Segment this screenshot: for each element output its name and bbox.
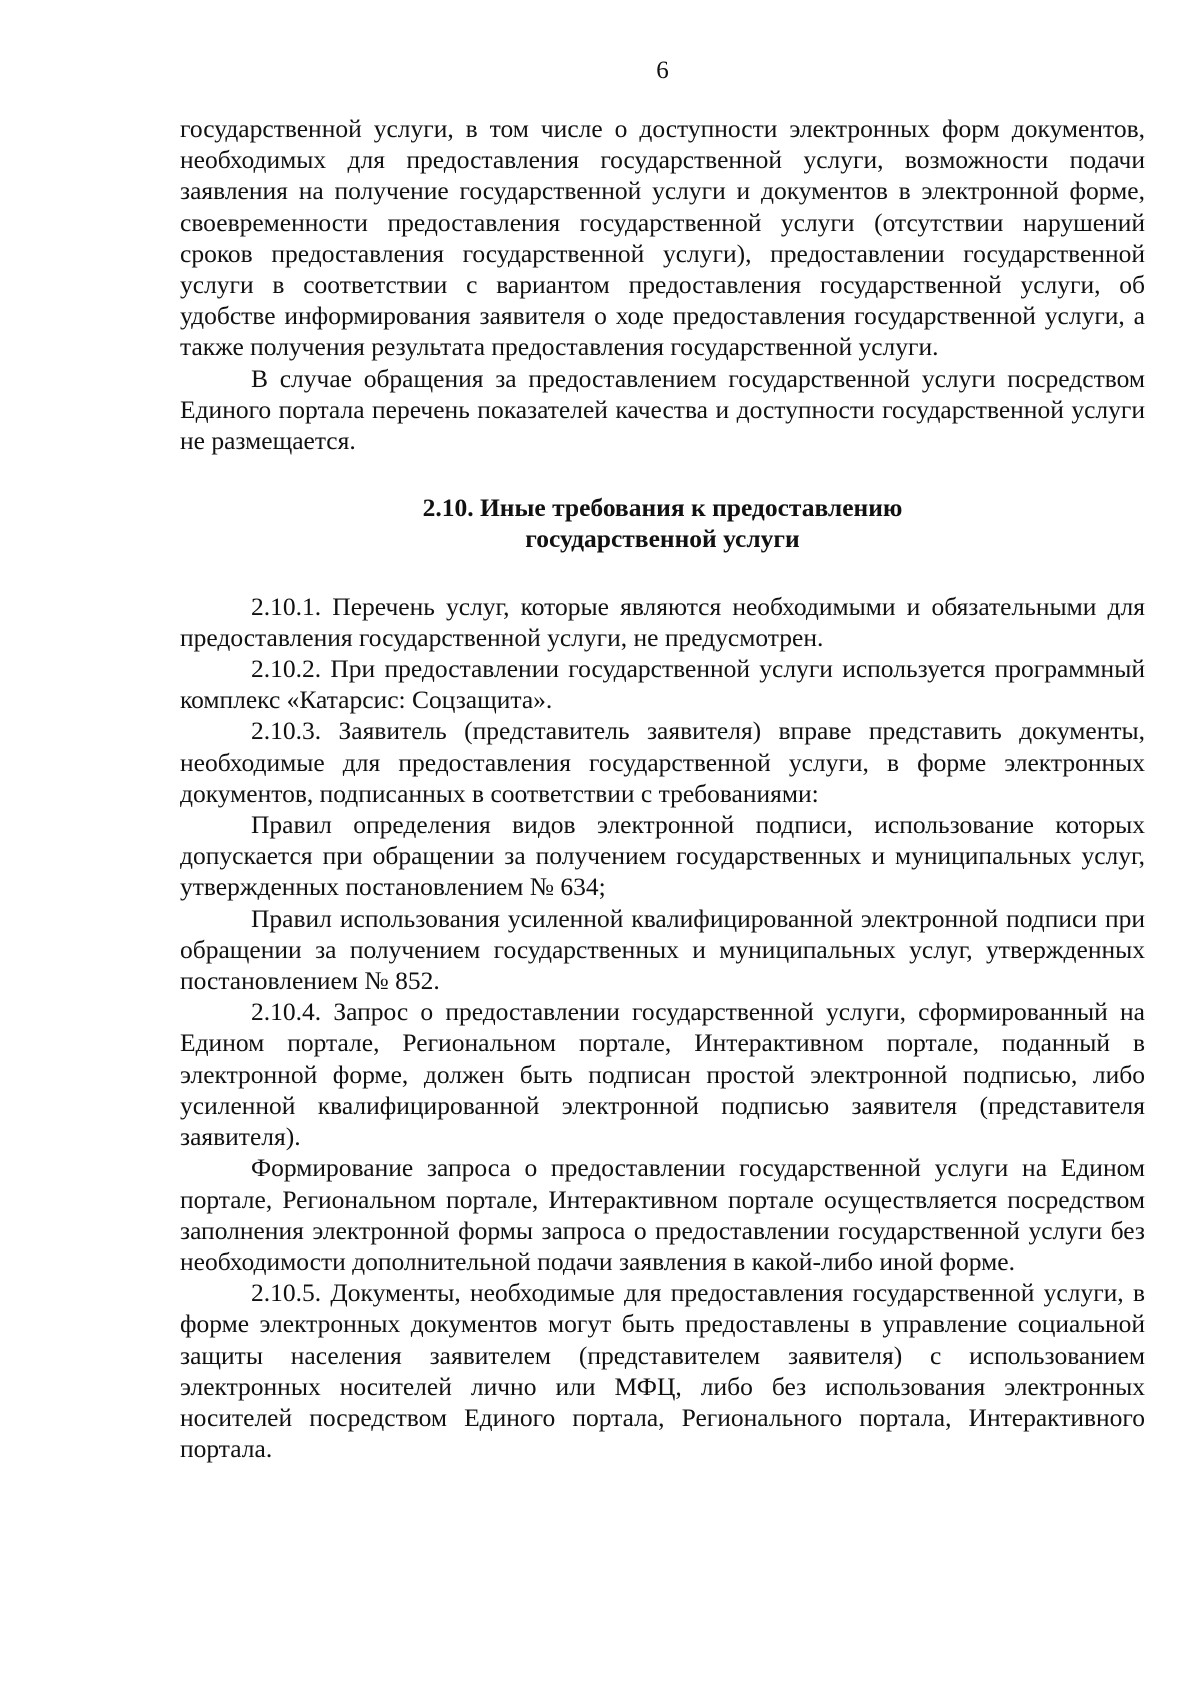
page-number: 6 <box>656 57 669 84</box>
paragraph-rules-852: Правил использования усиленной квалифицированной электронной подписи при обращении за получением государственных и муниципальных услуг, утвержденных постановлением № 852. <box>180 903 1145 996</box>
section-heading-line2: государственной услуги <box>525 524 800 554</box>
paragraph-quality-indicators: государственной услуги, в том числе о доступности электронных форм документов, необходимых для предоставления государственной услуги, возможности подачи заявления на получение государственной услуги и документов в электронной форме, своевременности предоставления государственной услуги (отсутствии нарушений сроков предоставления государственной услуги), предоставлении государственной услуги в соответствии с вариантом предоставления государственной услуги, об удобстве информирования заявителя о ходе предоставления государственной услуги, а также получения результата предоставления государственной услуги. <box>180 114 1145 362</box>
paragraph-rules-634: Правил определения видов электронной подписи, использование которых допускается при обращении за получением государственных и муниципальных услуг, утвержденных постановлением № 634; <box>180 810 1145 902</box>
document-body <box>180 113 1145 1464</box>
paragraph-2-10-3: 2.10.3. Заявитель (представитель заявителя) вправе представить документы, необходимые для предоставления государственной услуги, в форме электронных документов, подписанных в соответствии с требованиями: <box>180 716 1145 808</box>
paragraph-2-10-4: 2.10.4. Запрос о предоставлении государственной услуги, сформированный на Едином портале, Региональном портале, Интерактивном портале, поданный в электронной форме, должен быть подписан простой электронной подписью, либо усиленной квалифицированной электронной подписью заявителя (представителя заявителя). <box>180 997 1145 1152</box>
paragraph-request-formation: Формирование запроса о предоставлении государственной услуги на Едином портале, Региональном портале, Интерактивном портале осуществляется посредством заполнения электронной формы запроса о предоставлении государственной услуги без необходимости дополнительной подачи заявления в какой-либо иной форме. <box>180 1153 1145 1276</box>
paragraph-2-10-5: 2.10.5. Документы, необходимые для предоставления государственной услуги, в форме электронных документов могут быть предоставлены в управление социальной защиты населения заявителем (представителем заявителя) с использованием электронных носителей лично или МФЦ, либо без использования электронных носителей посредством Единого портала, Регионального портала, Интерактивного портала. <box>180 1278 1145 1464</box>
section-heading <box>180 492 1145 554</box>
section-heading-line1: 2.10. Иные требования к предоставлению <box>422 493 903 523</box>
paragraph-2-10-2: 2.10.2. При предоставлении государственной услуги используется программный комплекс «Катарсис: Соцзащита». <box>180 654 1145 715</box>
paragraph-unified-portal: В случае обращения за предоставлением государственной услуги посредством Единого портала перечень показателей качества и доступности государственной услуги не размещается. <box>180 363 1145 456</box>
paragraph-2-10-1: 2.10.1. Перечень услуг, которые являются необходимыми и обязательными для предоставления государственной услуги, не предусмотрен. <box>180 591 1145 652</box>
